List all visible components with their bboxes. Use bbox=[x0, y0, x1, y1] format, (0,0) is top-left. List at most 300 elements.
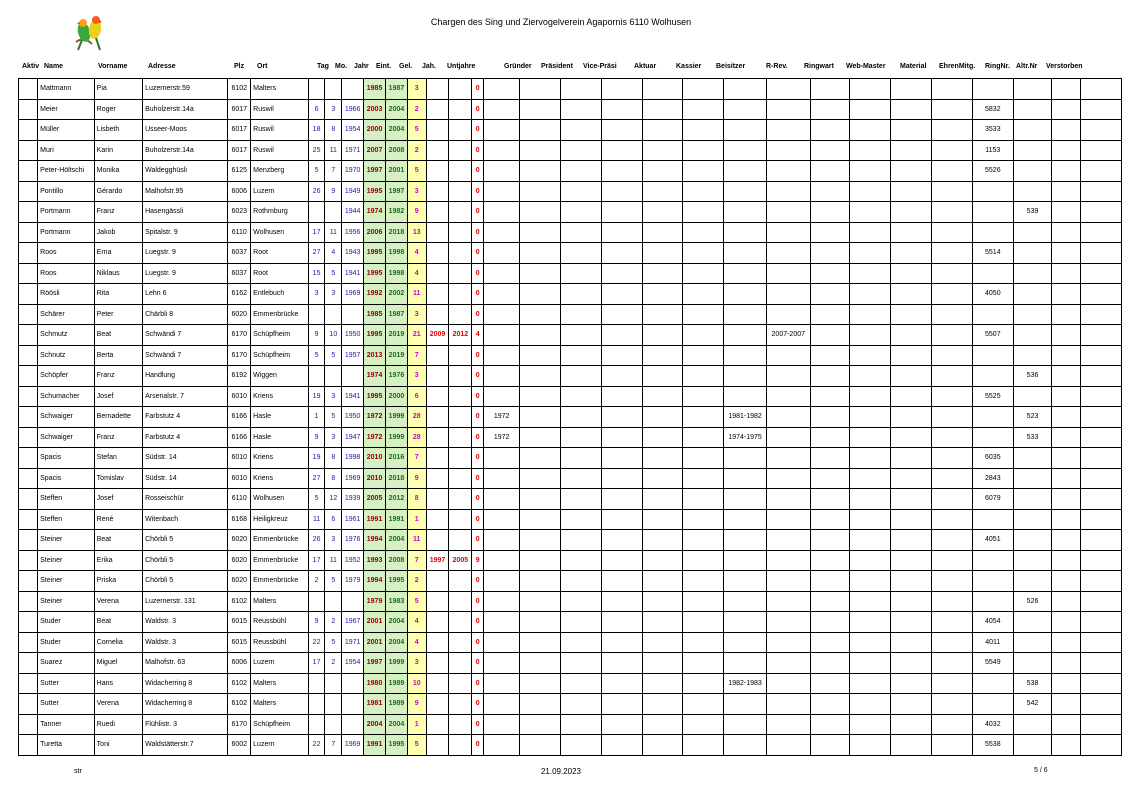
web-master-cell bbox=[810, 591, 850, 612]
column-header: Ringwart bbox=[804, 63, 834, 70]
kassier-cell bbox=[642, 284, 683, 305]
deceased-cell bbox=[1052, 284, 1081, 305]
entry-year-cell: 1974 bbox=[364, 202, 386, 223]
first-name-cell: Priska bbox=[94, 571, 142, 592]
auditor-cell bbox=[724, 509, 767, 530]
table-row bbox=[19, 263, 1122, 284]
material-cell bbox=[850, 202, 891, 223]
interruption-start-cell bbox=[426, 571, 449, 592]
ring-number-cell bbox=[972, 591, 1013, 612]
interruption-start-cell bbox=[426, 468, 449, 489]
name-cell: Muri bbox=[38, 140, 95, 161]
web-master-cell bbox=[810, 735, 850, 756]
column-header: Plz bbox=[234, 63, 245, 70]
city-cell: Reussbühl bbox=[251, 632, 309, 653]
founder-cell bbox=[484, 325, 520, 346]
president-cell bbox=[520, 243, 561, 264]
plz-cell: 6020 bbox=[228, 571, 251, 592]
president-cell bbox=[520, 120, 561, 141]
auditor-cell bbox=[724, 120, 767, 141]
birth-month-cell bbox=[325, 714, 342, 735]
web-master-cell bbox=[810, 120, 850, 141]
web-master-cell bbox=[810, 366, 850, 387]
name-cell: Schmutz bbox=[38, 325, 95, 346]
birth-year-cell: 1998 bbox=[342, 448, 364, 469]
ring-number-cell: 6035 bbox=[972, 448, 1013, 469]
birth-year-cell: 1971 bbox=[342, 140, 364, 161]
ring-number-cell: 1153 bbox=[972, 140, 1013, 161]
founder-cell: 1972 bbox=[484, 427, 520, 448]
birth-day-cell: 5 bbox=[308, 345, 325, 366]
kassier-cell bbox=[642, 304, 683, 325]
aktuar-cell bbox=[601, 325, 642, 346]
ring-number-cell bbox=[972, 509, 1013, 530]
honorary-member-cell bbox=[891, 140, 932, 161]
entry-year-cell: 1997 bbox=[364, 653, 386, 674]
beisitzer-cell bbox=[683, 468, 724, 489]
city-cell: Malters bbox=[251, 79, 309, 100]
material-cell bbox=[850, 509, 891, 530]
entry-year-cell: 2001 bbox=[364, 632, 386, 653]
founder-cell bbox=[484, 386, 520, 407]
interruption-start-cell bbox=[426, 263, 449, 284]
table-row bbox=[19, 79, 1122, 100]
president-cell bbox=[520, 79, 561, 100]
address-cell: Südstr. 14 bbox=[143, 468, 228, 489]
birth-day-cell bbox=[308, 304, 325, 325]
birth-year-cell: 1961 bbox=[342, 509, 364, 530]
plz-cell: 6037 bbox=[228, 243, 251, 264]
gel-year-cell: 2000 bbox=[386, 386, 408, 407]
aktuar-cell bbox=[601, 612, 642, 633]
ring-number-cell: 3533 bbox=[972, 120, 1013, 141]
address-cell: Flühlistr. 3 bbox=[143, 714, 228, 735]
birth-month-cell bbox=[325, 202, 342, 223]
years-cell: 5 bbox=[407, 120, 426, 141]
active-cell bbox=[19, 366, 38, 387]
city-cell: Emmenbrücke bbox=[251, 550, 309, 571]
web-master-cell bbox=[810, 694, 850, 715]
founder-cell bbox=[484, 140, 520, 161]
vice-president-cell bbox=[560, 99, 601, 120]
honorary-member-cell bbox=[891, 489, 932, 510]
ringwart-cell bbox=[766, 284, 810, 305]
founder-cell bbox=[484, 79, 520, 100]
honorary-member-cell bbox=[891, 366, 932, 387]
old-ring-number-cell bbox=[1013, 489, 1052, 510]
address-cell: Hasengässli bbox=[143, 202, 228, 223]
aktuar-cell bbox=[601, 448, 642, 469]
kassier-cell bbox=[642, 263, 683, 284]
plz-cell: 6002 bbox=[228, 735, 251, 756]
interruption-end-cell: 2012 bbox=[449, 325, 472, 346]
deceased-cell bbox=[1052, 448, 1081, 469]
birth-day-cell: 19 bbox=[308, 386, 325, 407]
founder-cell bbox=[484, 489, 520, 510]
ringwart-cell bbox=[766, 653, 810, 674]
web-master-cell bbox=[810, 530, 850, 551]
vice-president-cell bbox=[560, 304, 601, 325]
active-cell bbox=[19, 161, 38, 182]
spacer-cell bbox=[932, 509, 973, 530]
deceased-cell bbox=[1052, 161, 1081, 182]
table-row bbox=[19, 735, 1122, 756]
old-ring-number-cell bbox=[1013, 140, 1052, 161]
city-cell: Wolhusen bbox=[251, 222, 309, 243]
founder-cell bbox=[484, 591, 520, 612]
city-cell: Kriens bbox=[251, 448, 309, 469]
beisitzer-cell bbox=[683, 140, 724, 161]
interruption-end-cell bbox=[449, 181, 472, 202]
first-name-cell: Franz bbox=[94, 366, 142, 387]
auditor-cell bbox=[724, 304, 767, 325]
interruption-years-cell: 0 bbox=[472, 489, 484, 510]
auditor-cell bbox=[724, 714, 767, 735]
years-cell: 1 bbox=[407, 509, 426, 530]
deceased-cell bbox=[1052, 120, 1081, 141]
column-header: Aktuar bbox=[634, 63, 657, 70]
honorary-member-cell bbox=[891, 427, 932, 448]
vice-president-cell bbox=[560, 612, 601, 633]
active-cell bbox=[19, 304, 38, 325]
plz-cell: 6170 bbox=[228, 345, 251, 366]
interruption-years-cell: 0 bbox=[472, 284, 484, 305]
spacer-cell bbox=[932, 79, 973, 100]
gel-year-cell: 2001 bbox=[386, 161, 408, 182]
auditor-cell bbox=[724, 345, 767, 366]
entry-year-cell: 1974 bbox=[364, 366, 386, 387]
entry-year-cell: 2001 bbox=[364, 612, 386, 633]
ringwart-cell bbox=[766, 202, 810, 223]
ringwart-cell bbox=[766, 591, 810, 612]
plz-cell: 6170 bbox=[228, 325, 251, 346]
years-cell: 11 bbox=[407, 530, 426, 551]
active-cell bbox=[19, 694, 38, 715]
president-cell bbox=[520, 489, 561, 510]
spacer-cell bbox=[932, 366, 973, 387]
address-cell: Malhofstr. 63 bbox=[143, 653, 228, 674]
beisitzer-cell bbox=[683, 530, 724, 551]
president-cell bbox=[520, 140, 561, 161]
interruption-years-cell: 0 bbox=[472, 448, 484, 469]
interruption-end-cell bbox=[449, 407, 472, 428]
birth-day-cell: 17 bbox=[308, 653, 325, 674]
name-cell: Röösli bbox=[38, 284, 95, 305]
president-cell bbox=[520, 284, 561, 305]
material-cell bbox=[850, 243, 891, 264]
web-master-cell bbox=[810, 714, 850, 735]
vice-president-cell bbox=[560, 550, 601, 571]
extra-cell bbox=[1080, 386, 1121, 407]
aktuar-cell bbox=[601, 509, 642, 530]
interruption-end-cell bbox=[449, 120, 472, 141]
web-master-cell bbox=[810, 509, 850, 530]
interruption-start-cell bbox=[426, 140, 449, 161]
birth-day-cell: 19 bbox=[308, 448, 325, 469]
interruption-years-cell: 4 bbox=[472, 325, 484, 346]
column-header: Verstorben bbox=[1046, 63, 1083, 70]
web-master-cell bbox=[810, 407, 850, 428]
deceased-cell bbox=[1052, 632, 1081, 653]
years-cell: 2 bbox=[407, 99, 426, 120]
birth-year-cell: 1966 bbox=[342, 99, 364, 120]
extra-cell bbox=[1080, 653, 1121, 674]
address-cell: Handlung bbox=[143, 366, 228, 387]
old-ring-number-cell bbox=[1013, 612, 1052, 633]
address-cell: Chörbli 5 bbox=[143, 530, 228, 551]
honorary-member-cell bbox=[891, 632, 932, 653]
material-cell bbox=[850, 530, 891, 551]
interruption-start-cell bbox=[426, 284, 449, 305]
beisitzer-cell bbox=[683, 325, 724, 346]
table-row bbox=[19, 632, 1122, 653]
old-ring-number-cell: 523 bbox=[1013, 407, 1052, 428]
table-row bbox=[19, 468, 1122, 489]
vice-president-cell bbox=[560, 202, 601, 223]
interruption-years-cell: 0 bbox=[472, 468, 484, 489]
spacer-cell bbox=[932, 694, 973, 715]
beisitzer-cell bbox=[683, 550, 724, 571]
ringwart-cell bbox=[766, 79, 810, 100]
gel-year-cell: 1999 bbox=[386, 653, 408, 674]
beisitzer-cell bbox=[683, 612, 724, 633]
entry-year-cell: 2006 bbox=[364, 222, 386, 243]
years-cell: 5 bbox=[407, 161, 426, 182]
interruption-end-cell bbox=[449, 694, 472, 715]
ringwart-cell bbox=[766, 263, 810, 284]
honorary-member-cell bbox=[891, 99, 932, 120]
deceased-cell bbox=[1052, 550, 1081, 571]
material-cell bbox=[850, 427, 891, 448]
table-row bbox=[19, 120, 1122, 141]
ring-number-cell: 4032 bbox=[972, 714, 1013, 735]
old-ring-number-cell bbox=[1013, 714, 1052, 735]
interruption-years-cell: 0 bbox=[472, 653, 484, 674]
birth-day-cell bbox=[308, 694, 325, 715]
plz-cell: 6017 bbox=[228, 140, 251, 161]
vice-president-cell bbox=[560, 653, 601, 674]
birth-month-cell: 11 bbox=[325, 222, 342, 243]
old-ring-number-cell bbox=[1013, 243, 1052, 264]
plz-cell: 6102 bbox=[228, 79, 251, 100]
beisitzer-cell bbox=[683, 243, 724, 264]
beisitzer-cell bbox=[683, 489, 724, 510]
interruption-years-cell: 0 bbox=[472, 304, 484, 325]
honorary-member-cell bbox=[891, 325, 932, 346]
plz-cell: 6102 bbox=[228, 694, 251, 715]
birth-year-cell: 1950 bbox=[342, 407, 364, 428]
vice-president-cell bbox=[560, 571, 601, 592]
address-cell: Chörbli 5 bbox=[143, 550, 228, 571]
city-cell: Menzberg bbox=[251, 161, 309, 182]
material-cell bbox=[850, 591, 891, 612]
auditor-cell bbox=[724, 694, 767, 715]
extra-cell bbox=[1080, 468, 1121, 489]
ringwart-cell bbox=[766, 489, 810, 510]
city-cell: Ruswil bbox=[251, 99, 309, 120]
column-header: Mo. bbox=[335, 63, 348, 70]
interruption-end-cell bbox=[449, 530, 472, 551]
table-row bbox=[19, 612, 1122, 633]
city-cell: Emmenbrücke bbox=[251, 571, 309, 592]
ring-number-cell: 4054 bbox=[972, 612, 1013, 633]
first-name-cell: Beat bbox=[94, 325, 142, 346]
spacer-cell bbox=[932, 222, 973, 243]
entry-year-cell: 1980 bbox=[364, 673, 386, 694]
kassier-cell bbox=[642, 714, 683, 735]
table-row bbox=[19, 345, 1122, 366]
president-cell bbox=[520, 735, 561, 756]
name-cell: Portmann bbox=[38, 202, 95, 223]
founder-cell bbox=[484, 694, 520, 715]
spacer-cell bbox=[932, 120, 973, 141]
interruption-end-cell bbox=[449, 468, 472, 489]
birth-day-cell: 27 bbox=[308, 468, 325, 489]
extra-cell bbox=[1080, 304, 1121, 325]
honorary-member-cell bbox=[891, 509, 932, 530]
vice-president-cell bbox=[560, 284, 601, 305]
birth-day-cell: 26 bbox=[308, 530, 325, 551]
founder-cell bbox=[484, 653, 520, 674]
deceased-cell bbox=[1052, 735, 1081, 756]
birth-year-cell bbox=[342, 714, 364, 735]
interruption-years-cell: 0 bbox=[472, 407, 484, 428]
material-cell bbox=[850, 284, 891, 305]
ring-number-cell: 5538 bbox=[972, 735, 1013, 756]
birth-day-cell: 25 bbox=[308, 140, 325, 161]
ringwart-cell bbox=[766, 571, 810, 592]
interruption-start-cell bbox=[426, 591, 449, 612]
ring-number-cell: 5525 bbox=[972, 386, 1013, 407]
interruption-start-cell bbox=[426, 202, 449, 223]
birth-month-cell: 11 bbox=[325, 140, 342, 161]
birth-year-cell: 1939 bbox=[342, 489, 364, 510]
birth-month-cell bbox=[325, 694, 342, 715]
spacer-cell bbox=[932, 386, 973, 407]
auditor-cell: 1982-1983 bbox=[724, 673, 767, 694]
active-cell bbox=[19, 591, 38, 612]
web-master-cell bbox=[810, 448, 850, 469]
founder-cell bbox=[484, 509, 520, 530]
beisitzer-cell bbox=[683, 202, 724, 223]
city-cell: Root bbox=[251, 263, 309, 284]
gel-year-cell: 1998 bbox=[386, 243, 408, 264]
table-row bbox=[19, 591, 1122, 612]
table-row bbox=[19, 243, 1122, 264]
interruption-end-cell bbox=[449, 489, 472, 510]
first-name-cell: Verena bbox=[94, 591, 142, 612]
active-cell bbox=[19, 140, 38, 161]
extra-cell bbox=[1080, 99, 1121, 120]
birth-year-cell: 1956 bbox=[342, 222, 364, 243]
aktuar-cell bbox=[601, 550, 642, 571]
entry-year-cell: 1993 bbox=[364, 550, 386, 571]
president-cell bbox=[520, 673, 561, 694]
auditor-cell bbox=[724, 468, 767, 489]
entry-year-cell: 2010 bbox=[364, 448, 386, 469]
aktuar-cell bbox=[601, 284, 642, 305]
birth-day-cell bbox=[308, 591, 325, 612]
address-cell: Widacherring 8 bbox=[143, 673, 228, 694]
first-name-cell: Franz bbox=[94, 202, 142, 223]
honorary-member-cell bbox=[891, 673, 932, 694]
interruption-start-cell bbox=[426, 161, 449, 182]
extra-cell bbox=[1080, 550, 1121, 571]
city-cell: Schüpfheim bbox=[251, 345, 309, 366]
interruption-start-cell: 1997 bbox=[426, 550, 449, 571]
first-name-cell: Karin bbox=[94, 140, 142, 161]
first-name-cell: Cornelia bbox=[94, 632, 142, 653]
birth-month-cell: 4 bbox=[325, 243, 342, 264]
birth-day-cell: 22 bbox=[308, 632, 325, 653]
birth-month-cell bbox=[325, 673, 342, 694]
birth-year-cell: 1969 bbox=[342, 284, 364, 305]
extra-cell bbox=[1080, 181, 1121, 202]
honorary-member-cell bbox=[891, 222, 932, 243]
interruption-end-cell bbox=[449, 673, 472, 694]
active-cell bbox=[19, 325, 38, 346]
plz-cell: 6015 bbox=[228, 632, 251, 653]
interruption-end-cell bbox=[449, 632, 472, 653]
birth-day-cell: 9 bbox=[308, 325, 325, 346]
web-master-cell bbox=[810, 140, 850, 161]
ringwart-cell bbox=[766, 427, 810, 448]
beisitzer-cell bbox=[683, 632, 724, 653]
interruption-end-cell bbox=[449, 263, 472, 284]
old-ring-number-cell bbox=[1013, 571, 1052, 592]
first-name-cell: Erika bbox=[94, 550, 142, 571]
city-cell: Malters bbox=[251, 694, 309, 715]
beisitzer-cell bbox=[683, 120, 724, 141]
kassier-cell bbox=[642, 181, 683, 202]
address-cell: Schwändi 7 bbox=[143, 345, 228, 366]
material-cell bbox=[850, 161, 891, 182]
honorary-member-cell bbox=[891, 345, 932, 366]
birth-year-cell: 1950 bbox=[342, 325, 364, 346]
active-cell bbox=[19, 386, 38, 407]
birth-month-cell: 5 bbox=[325, 571, 342, 592]
president-cell bbox=[520, 263, 561, 284]
honorary-member-cell bbox=[891, 243, 932, 264]
plz-cell: 6125 bbox=[228, 161, 251, 182]
entry-year-cell: 1991 bbox=[364, 509, 386, 530]
aktuar-cell bbox=[601, 304, 642, 325]
old-ring-number-cell bbox=[1013, 448, 1052, 469]
interruption-end-cell bbox=[449, 714, 472, 735]
auditor-cell bbox=[724, 222, 767, 243]
document-title: Chargen des Sing und Ziervogelverein Agapornis 6110 Wolhusen bbox=[430, 17, 692, 27]
interruption-end-cell bbox=[449, 386, 472, 407]
gel-year-cell: 2018 bbox=[386, 222, 408, 243]
material-cell bbox=[850, 735, 891, 756]
vice-president-cell bbox=[560, 263, 601, 284]
table-row bbox=[19, 99, 1122, 120]
gel-year-cell: 1995 bbox=[386, 571, 408, 592]
president-cell bbox=[520, 99, 561, 120]
aktuar-cell bbox=[601, 99, 642, 120]
auditor-cell bbox=[724, 161, 767, 182]
kassier-cell bbox=[642, 79, 683, 100]
founder-cell bbox=[484, 161, 520, 182]
first-name-cell: Berta bbox=[94, 345, 142, 366]
name-cell: Schnutz bbox=[38, 345, 95, 366]
column-header: Beisitzer bbox=[716, 63, 746, 70]
ringwart-cell bbox=[766, 448, 810, 469]
birth-month-cell: 3 bbox=[325, 284, 342, 305]
web-master-cell bbox=[810, 468, 850, 489]
aktuar-cell bbox=[601, 366, 642, 387]
interruption-start-cell bbox=[426, 714, 449, 735]
